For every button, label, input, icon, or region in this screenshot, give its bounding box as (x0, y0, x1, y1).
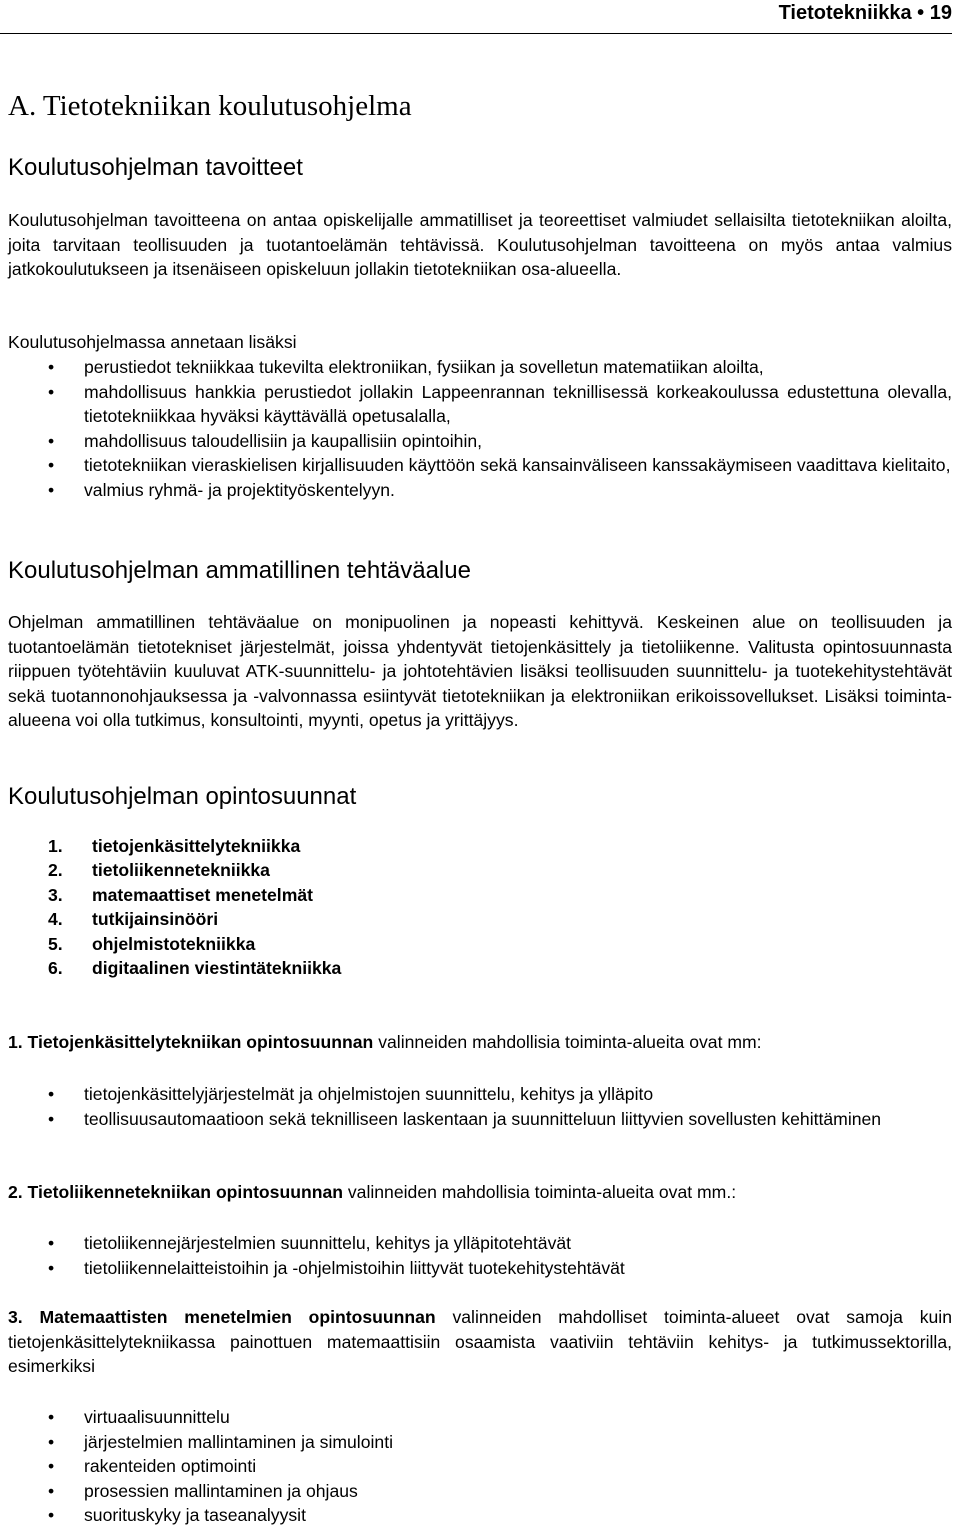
list-item-text: mahdollisuus taloudellisiin ja kaupallisiin opintoihin, (84, 430, 483, 451)
page-header (0, 0, 952, 28)
list-item (0, 380, 952, 429)
list-item (0, 1430, 952, 1455)
list-item-text: järjestelmien mallintaminen ja simulointi (84, 1431, 393, 1452)
bullet-icon: • (48, 1431, 55, 1452)
list-item (0, 355, 952, 380)
paragraph-suunta-2 (8, 1180, 952, 1205)
list-item (0, 1479, 952, 1504)
list-item (0, 956, 341, 980)
list-item-text: tietoliikennelaitteistoihin ja -ohjelmistoihin liittyvät tuotekehitystehtävät (84, 1257, 625, 1278)
suunta-2-title: 2. Tietoliikennetekniikan opintosuunnan (8, 1182, 343, 1202)
list-item (0, 1082, 952, 1107)
main-title: A. Tietotekniikan koulutusohjelma (8, 90, 412, 122)
list-item (0, 1405, 952, 1430)
item-number: 4. (48, 909, 63, 930)
suunta-2-text: valinneiden mahdollisia toiminta-alueita ovat mm.: (342, 1182, 737, 1202)
heading-tavoitteet: Koulutusohjelman tavoitteet (8, 154, 303, 181)
list-item-text: perustiedot tekniikkaa tukevilta elektroniikan, fysiikan ja sovelletun matematiikan aloilta, (84, 357, 764, 377)
item-label: tietojenkäsittelytekniikka (92, 836, 301, 856)
suunta-1-text: valinneiden mahdollisia toiminta-alueita ovat mm: (373, 1032, 762, 1052)
bullet-icon: • (48, 1257, 55, 1278)
list-item (0, 453, 952, 478)
list-item (0, 907, 341, 931)
list-suunta-3 (0, 1405, 952, 1528)
bullet-icon: • (48, 1233, 55, 1253)
item-number: 3. (48, 884, 63, 905)
item-label: digitaalinen viestintätekniikka (92, 958, 342, 979)
list-item-text: tietoliikennejärjestelmien suunnittelu, kehitys ja ylläpitotehtävät (84, 1233, 572, 1253)
list-item-text: suorituskyky ja taseanalyysit (84, 1505, 306, 1525)
bullet-icon: • (48, 455, 55, 475)
list-item-text: rakenteiden optimointi (84, 1456, 257, 1476)
bullet-icon: • (48, 430, 55, 451)
bullet-icon: • (48, 1084, 55, 1104)
item-number: 5. (48, 933, 63, 954)
opintosuunnat-list (0, 834, 341, 980)
item-number: 1. (48, 836, 63, 856)
bullet-icon: • (48, 381, 55, 402)
bullet-icon: • (48, 1480, 55, 1501)
item-label: matemaattiset menetelmät (92, 884, 313, 905)
item-label: tutkijainsinööri (92, 909, 219, 930)
list-lisaksi (0, 355, 952, 502)
list-item-text: tietojenkäsittelyjärjestelmät ja ohjelmistojen suunnittelu, kehitys ja ylläpito (84, 1084, 654, 1104)
list-item (0, 932, 341, 956)
bullet-icon: • (48, 1108, 55, 1129)
list-item (0, 1503, 952, 1528)
list-item (0, 834, 341, 858)
paragraph-suunta-1 (8, 1030, 952, 1055)
paragraph-tehtavaalue: Ohjelman ammatillinen tehtäväalue on monipuolinen ja nopeasti kehittyvä. Keskeinen alue on teollisuuden ja tuotantoelämän tietotekniset järjestelmät, joissa yhdentyvät tietojenkäsittely ja tietoliikenne. Valitusta opintosuunnasta riippuen työtehtäviin kuuluvat ATK-suunnittelu- ja johtotehtävien lisäksi teollisuuden suunnittelu- ja tuotekehitystehtävät sekä tuotannonohjauksessa ja -valvonnassa esiintyvät tietotekniikan ja elektroniikan erikoissovellukset. Lisäksi toiminta-alueena voi olla tutkimus, konsultointi, myynti, opetus ja yrittäjyys. (8, 612, 952, 730)
page-number: 19 (929, 2, 952, 24)
list-item (0, 429, 952, 454)
bullet-icon: • (48, 357, 55, 377)
bullet-icon: • (48, 1505, 55, 1525)
bullet-icon: • (48, 1407, 55, 1427)
list-item (0, 1107, 952, 1132)
item-label: tietoliikennetekniikka (92, 860, 270, 881)
heading-tehtavaalue: Koulutusohjelman ammatillinen tehtäväalue (8, 557, 471, 584)
item-number: 2. (48, 860, 63, 881)
list-suunta-2 (0, 1231, 952, 1280)
item-number: 6. (48, 958, 63, 979)
heading-opintosuunnat: Koulutusohjelman opintosuunnat (8, 783, 357, 810)
list-item (0, 1454, 952, 1479)
bullet-icon: • (48, 479, 55, 500)
list-item-text: teollisuusautomaatioon sekä teknilliseen laskentaan ja suunnitteluun liittyvien sovellusten kehittäminen (84, 1108, 882, 1129)
list-item (0, 1231, 952, 1256)
header-title: Tietotekniikka (778, 2, 912, 24)
list-item-text: prosessien mallintaminen ja ohjaus (84, 1480, 358, 1501)
header-bullet: • (917, 2, 925, 24)
suunta-1-title: 1. Tietojenkäsittelytekniikan opintosuunnan (8, 1032, 374, 1052)
list-item-text: virtuaalisuunnittelu (84, 1407, 230, 1427)
suunta-3-text: valinneiden mahdolliset toiminta-alueet ovat samoja kuin tietojenkäsittelytekniikassa painottuen matemaattisiin osaamista vaativiin tehtäviin kehitys- ja tutkimussektorilla, esimerkiksi (8, 1307, 953, 1376)
suunta-3-title: 3. Matemaattisten menetelmien opintosuunnan (8, 1307, 436, 1327)
list-item-text: tietotekniikan vieraskielisen kirjallisuuden käyttöön sekä kansainväliseen kanssakäymiseen vaadittava kielitaito, (84, 455, 951, 475)
bullet-icon: • (48, 1456, 55, 1476)
paragraph-lisaksi: Koulutusohjelmassa annetaan lisäksi (8, 332, 297, 352)
list-item (0, 858, 341, 882)
list-item (0, 1256, 952, 1281)
list-suunta-1 (0, 1082, 952, 1131)
list-item (0, 478, 952, 503)
header-text (779, 0, 952, 26)
list-item-text: mahdollisuus hankkia perustiedot jollakin Lappeenrannan teknillisessä korkeakoulussa edustettuna olevalla, tietotekniikkaa hyväksi käyttävällä opetusalalla, (84, 381, 952, 426)
paragraph-tavoitteet: Koulutusohjelman tavoitteena on antaa opiskelijalle ammatilliset ja teoreettiset valmiudet sellaisilta tietotekniikan aloilta, joita tarvitaan teollisuuden ja tuotantoelämän tehtävissä. Koulutusohjelman tavoitteena on myös antaa valmius jatkokoulutukseen ja itsenäiseen opiskeluun jollakin tietotekniikan osa-alueella. (8, 210, 952, 279)
list-item (0, 883, 341, 907)
item-label: ohjelmistotekniikka (92, 933, 256, 954)
paragraph-suunta-3 (8, 1305, 952, 1379)
list-item-text: valmius ryhmä- ja projektityöskentelyyn. (84, 479, 395, 500)
header-rule (0, 33, 952, 34)
